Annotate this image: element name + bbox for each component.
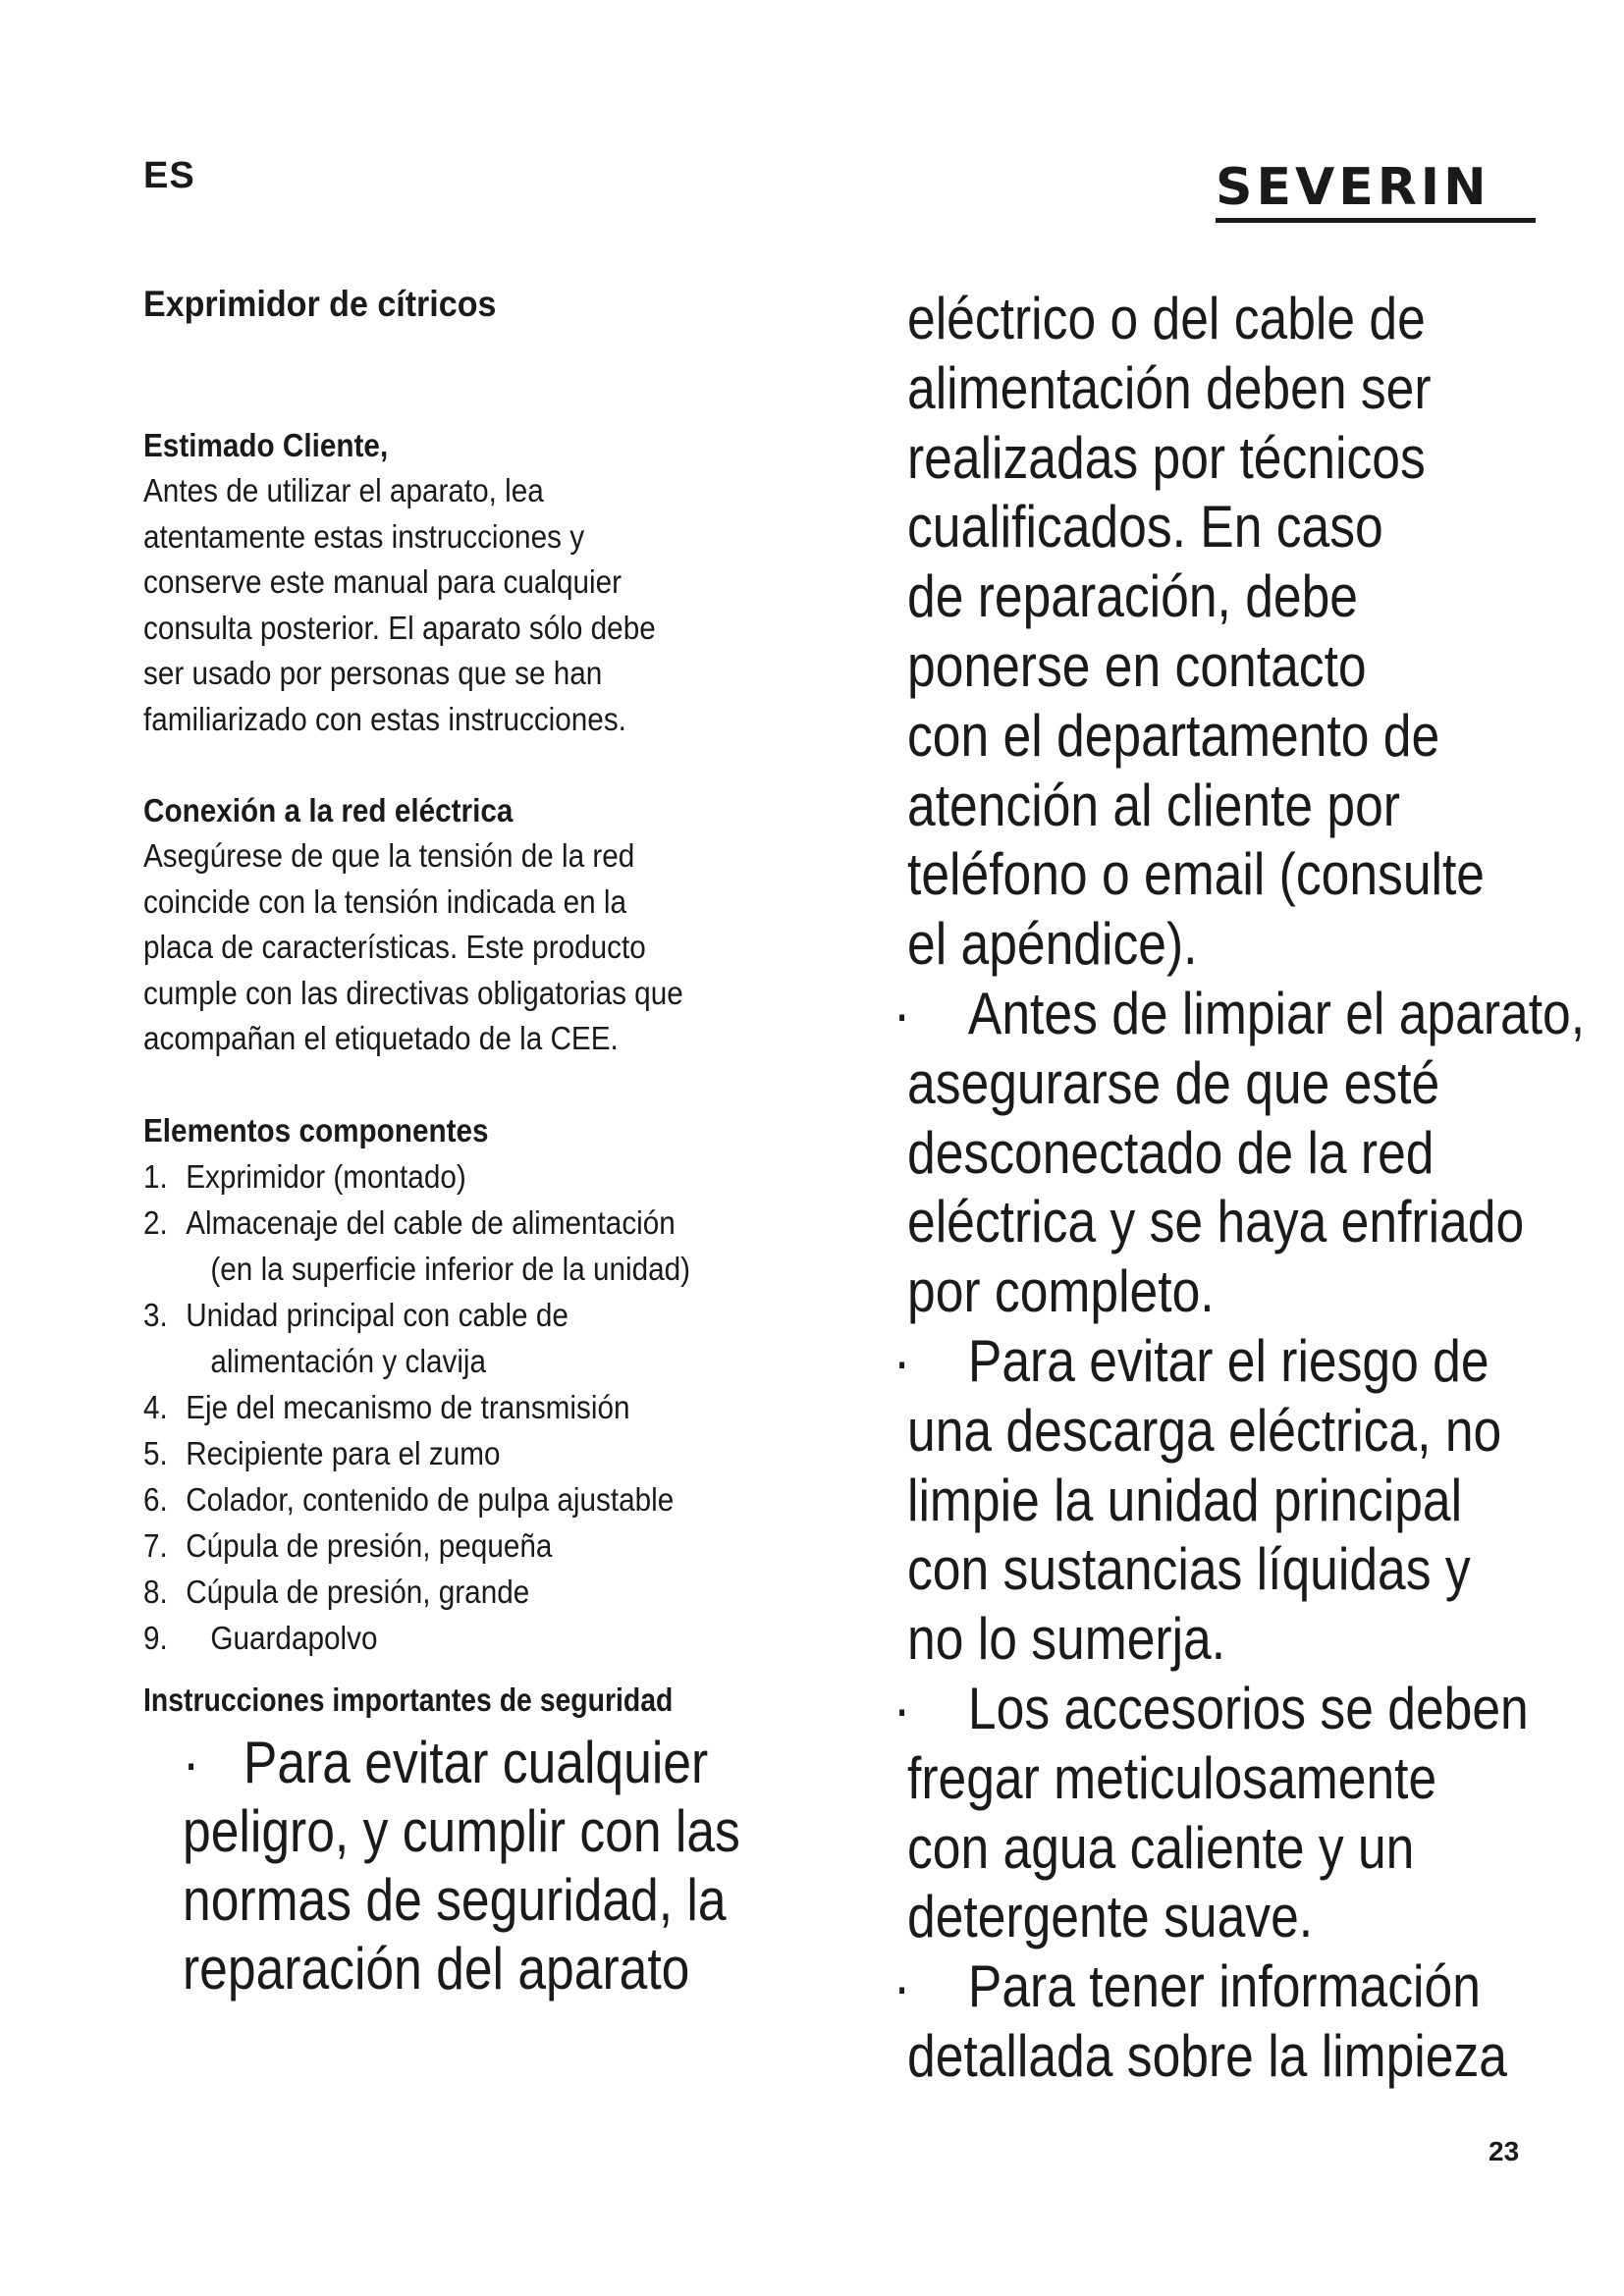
safety-text: peligro, y cumplir con las	[183, 1797, 740, 1864]
component-item	[143, 1430, 811, 1476]
continuation-line: con el departamento de	[907, 702, 1440, 769]
greeting-line: conserve este manual para cualquier	[143, 563, 623, 601]
bullet-line: desconectado de la red	[907, 1119, 1435, 1186]
greeting-line: atentamente estas instrucciones y	[143, 517, 585, 555]
component-text: Guardapolvo	[210, 1619, 378, 1656]
component-item	[143, 1569, 811, 1615]
component-item	[143, 1522, 811, 1569]
bullet-line: eléctrica y se haya enfriado	[907, 1189, 1525, 1255]
continuation-line: eléctrico o del cable de	[907, 286, 1426, 351]
continuation-line: ponerse en contacto	[907, 632, 1367, 699]
bullet-dot-icon: ·	[183, 1729, 200, 1795]
safety-text: reparación del aparato	[183, 1935, 690, 2002]
connection-heading: Conexión a la red eléctrica	[143, 792, 514, 829]
bullet-line: con agua caliente y un	[907, 1814, 1415, 1881]
continuation-line: de reparación, debe	[907, 563, 1359, 630]
component-text: Colador, contenido de pulpa ajustable	[186, 1480, 675, 1518]
component-text-continued: (en la superficie inferior de la unidad)	[210, 1250, 691, 1287]
greeting-line: ser usado por personas que se han	[143, 655, 603, 692]
bullet-line: no lo sumerja.	[907, 1606, 1226, 1673]
bullet-dot-icon: ·	[893, 1953, 911, 2020]
safety-heading: Instrucciones importantes de seguridad	[143, 1681, 674, 1718]
component-number: 8.	[143, 1573, 168, 1610]
continuation-line: el apéndice).	[907, 911, 1198, 978]
component-text: Cúpula de presión, grande	[186, 1573, 530, 1610]
bullet-line: asegurarse de que esté	[907, 1049, 1440, 1116]
component-number: 1.	[143, 1157, 168, 1195]
connection-line: placa de características. Este producto	[143, 929, 646, 966]
continuation-line: cualificados. En caso	[907, 494, 1383, 561]
component-text: Unidad principal con cable de	[186, 1296, 568, 1333]
component-number: 4.	[143, 1388, 168, 1425]
bullet-line: una descarga eléctrica, no	[907, 1397, 1502, 1464]
continuation-line: realizadas por técnicos	[907, 424, 1426, 491]
bullet-lead: Para evitar el riesgo de	[967, 1327, 1489, 1394]
brand-logo: SEVERIN	[1216, 158, 1490, 217]
continuation-line: teléfono o email (consulte	[907, 841, 1486, 908]
brand-underline	[1216, 218, 1536, 223]
bullet-line: detallada sobre la limpieza	[907, 2022, 1507, 2089]
safety-text: Para evitar cualquier	[243, 1729, 709, 1795]
component-number: 9.	[143, 1619, 168, 1656]
bullet-dot-icon: ·	[893, 980, 911, 1046]
component-number: 6.	[143, 1480, 168, 1518]
component-item	[143, 1615, 811, 1661]
component-text: Almacenaje del cable de alimentación	[186, 1203, 676, 1241]
accessories-bullet	[893, 1675, 1595, 1952]
component-text: Exprimidor (montado)	[186, 1157, 466, 1195]
bullet-dot-icon: ·	[893, 1327, 911, 1394]
component-number: 3.	[143, 1296, 168, 1333]
continuation-line: alimentación deben ser	[907, 354, 1432, 421]
bullet-line: con sustancias líquidas y	[907, 1536, 1471, 1603]
component-item	[143, 1384, 811, 1430]
bullet-lead: Para tener información	[967, 1953, 1481, 2020]
components-heading: Elementos componentes	[143, 1111, 489, 1148]
safety-bullet-lead	[183, 1729, 723, 1797]
connection-line: Asegúrese de que la tensión de la red	[143, 837, 635, 875]
greeting-heading: Estimado Cliente,	[143, 427, 389, 464]
connection-line: coincide con la tensión indicada en la	[143, 882, 627, 920]
safety-text: normas de seguridad, la	[183, 1866, 727, 1933]
cleaning-bullet	[893, 980, 1595, 1327]
shock-bullet	[893, 1327, 1595, 1675]
component-number: 5.	[143, 1434, 168, 1471]
component-text: Recipiente para el zumo	[186, 1434, 501, 1471]
connection-line: acompañan el etiquetado de la CEE.	[143, 1020, 619, 1057]
bullet-dot-icon: ·	[893, 1675, 911, 1741]
greeting-line: consulta posterior. El aparato sólo debe	[143, 609, 656, 646]
component-number: 7.	[143, 1526, 168, 1564]
bullet-line: limpie la unidad principal	[907, 1467, 1463, 1533]
component-text-continued: alimentación y clavija	[210, 1342, 487, 1379]
continuation-line: atención al cliente por	[907, 772, 1400, 838]
page-number: 23	[1489, 2136, 1520, 2166]
component-item	[143, 1200, 811, 1292]
greeting-line: familiarizado con estas instrucciones.	[143, 700, 626, 737]
component-number: 2.	[143, 1203, 168, 1241]
bullet-line: por completo.	[907, 1258, 1215, 1325]
connection-line: cumple con las directivas obligatorias que	[143, 974, 683, 1011]
component-text: Eje del mecanismo de transmisión	[186, 1388, 630, 1425]
info-bullet	[893, 1952, 1595, 2092]
component-item	[143, 1476, 811, 1522]
bullet-lead: Antes de limpiar el aparato,	[967, 980, 1586, 1046]
bullet-line: detergente suave.	[907, 1884, 1314, 1950]
bullet-lead: Los accesorios se deben	[967, 1675, 1529, 1741]
language-code: ES	[143, 155, 195, 196]
product-title: Exprimidor de cítricos	[143, 284, 497, 324]
component-text: Cúpula de presión, pequeña	[186, 1526, 553, 1564]
safety-bullet	[183, 1729, 811, 2003]
bullet-line: fregar meticulosamente	[907, 1744, 1437, 1811]
component-item	[143, 1292, 811, 1384]
component-item	[143, 1153, 811, 1200]
right-column	[893, 285, 1595, 2092]
left-column	[143, 283, 811, 2003]
greeting-line: Antes de utilizar el aparato, lea	[143, 472, 544, 509]
